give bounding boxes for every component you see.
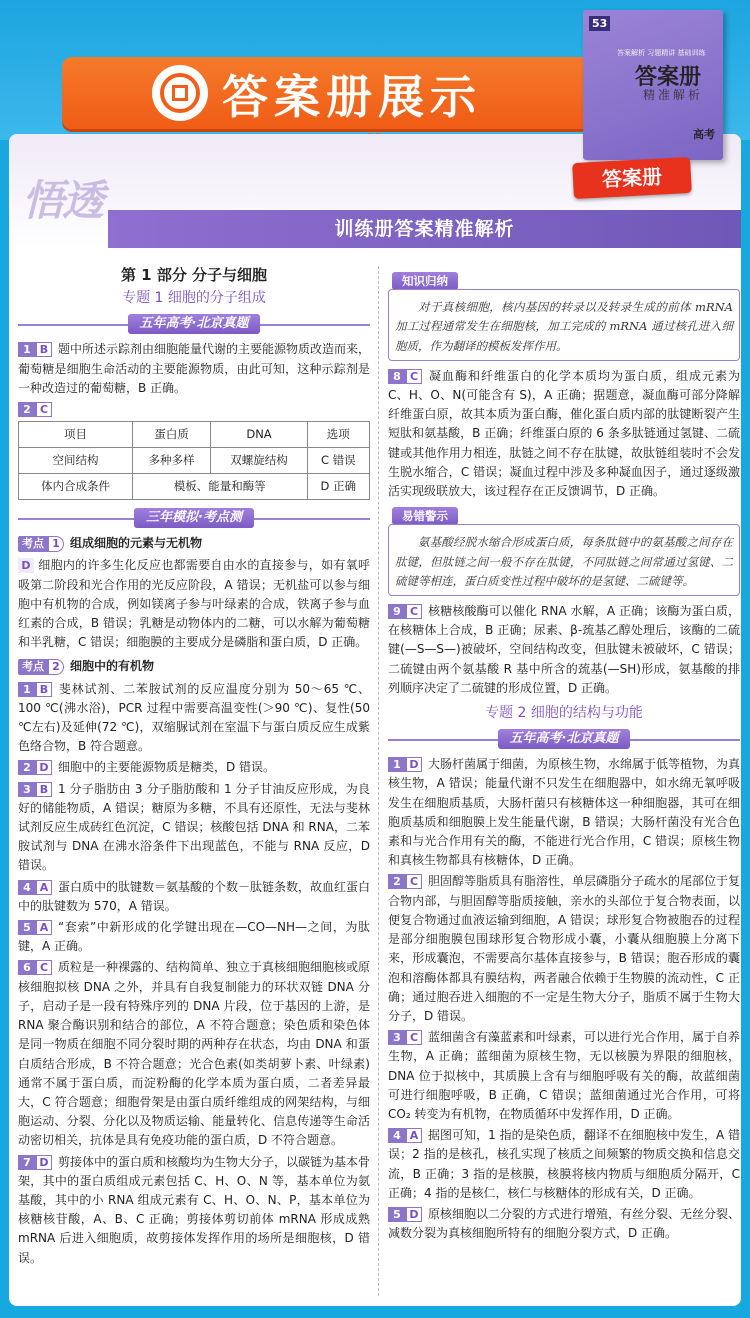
warning-tag: 易错警示 (392, 507, 458, 525)
book-corner: 高考 (693, 128, 715, 141)
section-heading: 五年高考·北京真题 (18, 314, 370, 334)
answer-item: 2 D 细胞中的主要能源物质是糖类，D 错误。 (18, 758, 370, 777)
left-column (18, 266, 370, 1270)
right-column (388, 272, 740, 1245)
column-divider (378, 266, 379, 1296)
knowledge-box: 对于真核细胞，核内基因的转录以及转录生成的前体 mRNA 加工过程通常发生在细胞核，加工完成的 mRNA 通过核孔进入细胞质，作为翻译的模板发挥作用。 (388, 289, 740, 361)
answer-item: 7 D 剪接体中的蛋白质和核酸均为生物大分子，以碳链为基本骨架，其中的蛋白质组成元素包括 C、H、O、N 等，基本单位为氨基酸，其中的小 RNA 组成元素有 C、H、O、N、P，基本单位为核糖核苷酸，A、B、C 正确；剪接体剪切前体 mRNA 形成成熟 mRNA 后进入细胞质，故剪接体发挥作用的场所是细胞核，D 错误。 (18, 1154, 371, 1265)
part-title: 第 1 部分 分子与细胞 (120, 266, 268, 284)
kaodian-heading: 考点 2 细胞中的有机物 (18, 657, 370, 676)
answer-badge: 答案册 (572, 157, 692, 199)
answer-item: 2 C 胆固醇等脂质具有脂溶性，单层磷脂分子疏水的尾部位于复合物内部，与胆固醇等脂质接触，亲水的头部位于复合物表面，以便复合物通过血液运输到细胞，A 错误；球形复合物被胞吞的过程是部分细胞膜包围球形复合物形成小囊，小囊从细胞膜上分离下来，形成囊泡，不需要高尔基体直接参与，B 错误；胞吞形成的囊泡和溶酶体都具有膜结构，两者融合依赖于生物膜的流动性，C 正确；通过胞吞进入细胞的不一定是生物大分子，脂质不属于生物大分子，D 错误。 (388, 874, 741, 1023)
book-cover-image (583, 10, 723, 160)
wutou-logo: 悟透 (22, 176, 103, 225)
answer-item: 1 B 题中所述示踪剂由细胞能量代谢的主要能源物质改造而来，葡萄糖是细胞生命活动的主要能源物质，由此可知，这种示踪剂是一种改造过的葡萄糖，B 正确。 (18, 342, 371, 395)
book-brand: 53 (589, 16, 610, 31)
knowledge-tag: 知识归纳 (392, 272, 458, 290)
answer-item: 2 C (18, 400, 370, 419)
answer-item: 8 C 凝血酶和纤维蛋白的化学本质均为蛋白质，组成元素为 C、H、O、N(可能含有 S)，A 正确；据题意，凝血酶可部分降解纤维蛋白原，故其本质为蛋白酶，催化蛋白质内部的肽键断裂产生短肽和氨基酸，B 正确；纤维蛋白原的 6 条多肽链通过氢键、二硫键或其他作用力相连，肽链之间不存在肽键，故肽链组装时不会发生脱水缩合，C 错误；凝血过程中涉及多种凝血因子，通过逐级激活实现级联放大，该过程存在正反馈调节，D 正确。 (388, 368, 740, 499)
section-heading: 五年高考·北京真题 (388, 729, 740, 749)
topic-title: 专题 2 细胞的结构与功能 (485, 705, 643, 722)
answer-item: 4 A 据图可知，1 指的是染色质，翻译不在细胞核中发生，A 错误；2 指的是核孔，核孔实现了核质之间频繁的物质交换和信息交流，B 正确；3 指的是核膜，核膜将核内物质与细胞质分隔开，C 正确；4 指的是核仁，核仁与核糖体的形成有关，D 正确。 (388, 1128, 740, 1200)
book-title: 答案册 (635, 65, 702, 90)
answer-item: 4 A 蛋白质中的肽键数＝氨基酸的个数－肽链条数，故血红蛋白中的肽键数为 570，A 错误。 (18, 879, 371, 913)
answer-item: 6 C 质粒是一种裸露的、结构简单、独立于真核细胞细胞核或原核细胞拟核 DNA 之外，并具有自我复制能力的环状双链 DNA 分子，启动子是一段有特殊序列的 DNA 片段，位于基因的上游，是 RNA 聚合酶识别和结合的部位，A 不符合题意；染色质和染色体是同一物质在细胞不同分裂时期的两种存在状态，均由 DNA 和蛋白质结合形成，B 不符合题意；光合色素(如类胡萝卜素、叶绿素)通常不属于蛋白质，而淀粉酶的化学本质为蛋白质，二者差异最大，C 符合题意；细胞骨架是由蛋白质纤维组成的网架结构，与细胞运动、分裂、分化以及物质运输、能量转化、信息传递等生命活动密切相关，抗体是具有免疫功能的蛋白质，D 不符合题意。 (18, 960, 371, 1148)
title-banner (62, 57, 622, 129)
table-row: 项目 蛋白质 DNA 选项 (19, 422, 370, 448)
answer-item: 9 C 核糖核酸酶可以催化 RNA 水解，A 正确；该酶为蛋白质，在核糖体上合成，B 正确；尿素、β-巯基乙醇处理后，该酶的二硫键(—S—S—)被破坏，空间结构改变，但肽键未被破坏，C 错误；二硫键由两个氨基酸 R 基中所含的巯基(—SH)形成，氨基酸的排列顺序决定了二硫键的形成位置，D 正确。 (388, 604, 740, 695)
answer-item: 5 A “套索”中新形成的化学键出现在—CO—NH—之间，为肽键，A 正确。 (18, 920, 370, 954)
book-title2: 精准解析 (643, 88, 704, 102)
answer-item: 3 C 蓝细菌含有藻蓝素和叶绿素，可以进行光合作用，属于自养生物，A 正确；蓝细菌为原核生物，无以核膜为界限的细胞核，DNA 位于拟核中，其质膜上含有与细胞呼吸有关的酶，故蓝细菌可进行细胞呼吸，B 正确，C 错误；蓝细菌通过光合作用，可将 CO₂ 转变为有机物，在物质循环中发挥作用，D 正确。 (388, 1030, 741, 1121)
answer-item: D 细胞内的许多生化反应也都需要自由水的直接参与，如有氧呼吸第二阶段和光合作用的光反应阶段，A 错误；无机盐可以参与细胞中有机物的合成，例如镁离子参与叶绿素的合成，铁离子参与血红素的合成，B 错误；乳糖是动物体内的二糖，可以水解为葡萄糖和半乳糖，C 错误；细胞膜的主要成分是磷脂和蛋白质，D 正确。 (18, 558, 370, 650)
kaodian-heading: 考点 1 组成细胞的元素与无机物 (18, 534, 370, 553)
section-heading: 三年模拟·考点测 (18, 508, 370, 528)
answer-item: 5 D 原核细胞以二分裂的方式进行增殖，有丝分裂、无丝分裂、减数分裂为真核细胞所特有的细胞分裂方式，D 正确。 (388, 1206, 741, 1241)
answer-item: 3 B 1 分子脂肪由 3 分子脂肪酸和 1 分子甘油反应形成，为良好的储能物质，A 错误；糖原为多糖，不具有还原性，无法与斐林试剂反应生成砖红色沉淀，C 错误；核酸包括 DNA 和 RNA，二苯胺试剂与 DNA 在沸水浴条件下出现蓝色，不能与 RNA 反应，D 错误。 (18, 781, 370, 873)
answer-item: 1 D 大肠杆菌属于细菌，为原核生物，水绵属于低等植物，为真核生物，A 错误；能量代谢不只发生在细胞器中，如水绵无氧呼吸发生在细胞质基质，大肠杆菌只有核糖体这一种细胞器，其可在细胞质基质和细胞膜上发生能量代谢，B 错误；大肠杆菌没有光合色素和与光合作用有关的酶，不能进行光合作用，C 错误；原核生物和真核生物都具有核糖体，D 正确。 (388, 757, 741, 868)
section-subtitle: 训练册答案精准解析 (108, 210, 741, 248)
table-row: 体内合成条件 模板、能量和酶等 D 正确 (19, 474, 370, 500)
topic-title: 专题 1 细胞的分子组成 (122, 290, 266, 307)
book-subtitle: 答案解析 习题精讲 基础训练 (617, 49, 706, 57)
table-row: 空间结构 多种多样 双螺旋结构 C 错误 (19, 448, 370, 474)
logo-icon (152, 65, 208, 121)
answer-item: 1 B 斐林试剂、二苯胺试剂的反应温度分别为 50～65 ℃、100 ℃(沸水浴)，PCR 过程中需要高温变性(＞90 ℃)、复性(50 ℃左右)及延伸(72 ℃)，双缩脲试剂在室温下与蛋白质反应生成紫色络合物，B 符合题意。 (18, 681, 370, 754)
warning-box: 氨基酸经脱水缩合形成蛋白质，每条肽链中的氨基酸之间存在肽键，但肽链之间一般不存在肽键，不同肽链之间常通过氢键、二硫键等相连，蛋白质变性过程中破坏的是氢键、二硫键等。 (388, 524, 740, 596)
comparison-table (18, 421, 370, 500)
banner-title: 答案册展示 (222, 70, 482, 124)
